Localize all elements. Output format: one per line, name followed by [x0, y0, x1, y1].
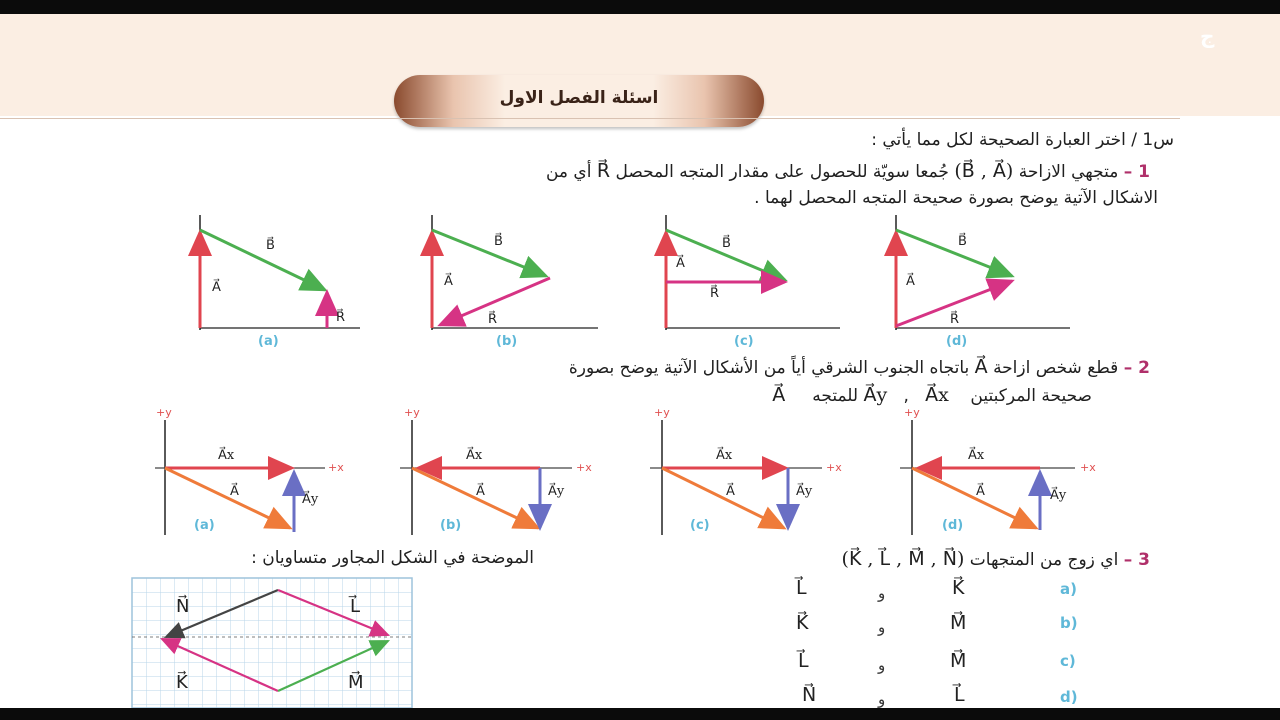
q2d-vector-A	[912, 468, 1036, 528]
q2a-vector-A	[165, 468, 290, 528]
q2-symbol-Ax: A⃗x	[925, 384, 949, 406]
q3-option-a-first: K⃗	[952, 577, 965, 599]
q2c-label-Ax: A⃗x	[716, 448, 733, 463]
q1a-caption: (a)	[258, 334, 279, 349]
q2a-plus-x: +x	[328, 461, 344, 474]
q2a-label-Ay: A⃗y	[302, 492, 319, 507]
q2-symbol-A: A⃗	[772, 384, 786, 406]
q1c-label-R: R⃗	[710, 286, 720, 301]
q2-line2-b: للمتجه	[812, 386, 859, 406]
q2c-vector-A	[662, 468, 784, 528]
q2b-vector-A	[412, 468, 538, 528]
q2-item-number: 2 –	[1123, 358, 1150, 378]
q2b-label-A: A⃗	[476, 484, 485, 499]
q1-fig-d	[896, 215, 1070, 330]
q2-comma: ,	[903, 386, 909, 406]
q1b-caption: (b)	[496, 334, 518, 349]
q2b-label-Ay: A⃗y	[548, 484, 565, 499]
q2-fig-b	[400, 420, 572, 535]
q2c-label-A: A⃗	[726, 484, 735, 499]
q2c-label-Ay: A⃗y	[796, 484, 813, 499]
q1-line1-a: متجهي الازاحة	[1018, 162, 1119, 182]
q1a-label-A: A⃗	[212, 280, 221, 295]
q1c-label-B: B⃗	[722, 236, 731, 251]
q3-label-N: N⃗	[176, 596, 190, 617]
q2-line1-b: باتجاه الجنوب الشرقي أياً من الأشكال الآتية يوضح بصورة	[568, 358, 970, 378]
q3-option-c-and: و	[878, 656, 886, 674]
q2-line1	[569, 356, 1150, 378]
q1-prompt: س1 / اختر العبارة الصحيحة لكل مما يأتي :	[871, 130, 1174, 150]
q1d-label-B: B⃗	[958, 234, 967, 249]
q3-line-b: الموضحة في الشكل المجاور متساويان :	[251, 548, 534, 568]
q2d-plus-y: +y	[904, 406, 920, 419]
q1c-caption: (c)	[734, 334, 754, 349]
q2-fig-a	[155, 420, 325, 535]
bottom-black-bar	[0, 708, 1280, 720]
q2a-plus-y: +y	[156, 406, 172, 419]
q1d-vector-B	[896, 230, 1012, 276]
q2d-label-Ax: A⃗x	[968, 448, 985, 463]
q3-option-c-letter: c)	[1060, 652, 1076, 670]
q3-line-a: اي زوج من المتجهات	[969, 550, 1119, 570]
q2d-label-Ay: A⃗y	[1050, 488, 1067, 503]
q2a-label-A: A⃗	[230, 484, 239, 499]
q2-fig-c	[650, 420, 822, 535]
q3-option-b-second: K⃗	[796, 612, 809, 634]
q2b-caption: (b)	[440, 518, 462, 533]
q2-line2-a: صحيحة المركبتين	[970, 386, 1092, 406]
q1b-label-R: R⃗	[488, 312, 498, 327]
q2c-plus-y: +y	[654, 406, 670, 419]
q3-label-M: M⃗	[348, 672, 364, 693]
q2d-plus-x: +x	[1080, 461, 1096, 474]
q2b-label-Ax: A⃗x	[466, 448, 483, 463]
q2a-caption: (a)	[194, 518, 215, 533]
q3-vector-set: (K⃗ , L⃗ , M⃗ , N⃗)	[841, 548, 965, 570]
q2a-label-Ax: A⃗x	[218, 448, 235, 463]
q2-line1-a: قطع شخص ازاحة	[993, 358, 1119, 378]
q2b-plus-x: +x	[576, 461, 592, 474]
q1-resultant-symbol: R⃗	[596, 160, 611, 182]
q1b-label-A: A⃗	[444, 274, 453, 289]
q1-item-number: 1 –	[1123, 162, 1150, 182]
q3-option-a-and: و	[878, 584, 886, 602]
q1-line1-b: جُمعا سويّة للحصول على مقدار المتجه المحصل	[615, 162, 949, 182]
q3-option-b-first: M⃗	[950, 612, 967, 634]
q3-option-b-and: و	[878, 618, 886, 636]
q1-fig-c	[666, 215, 840, 330]
q3-option-d-first: L⃗	[954, 684, 965, 706]
q1-line1-c: أي من	[545, 162, 592, 182]
q1c-label-A: A⃗	[676, 256, 685, 271]
q2c-caption: (c)	[690, 518, 710, 533]
q3-option-d-and: و	[878, 690, 886, 708]
q2d-label-A: A⃗	[976, 484, 985, 499]
q2-line2	[772, 384, 1092, 406]
q2c-plus-x: +x	[826, 461, 842, 474]
corner-logo: ج	[1200, 24, 1215, 48]
q3-label-K: K⃗	[176, 672, 188, 693]
q1d-label-A: A⃗	[906, 274, 915, 289]
chapter-title: اسئلة الفصل الاول	[499, 88, 659, 108]
q2-vector-A: A⃗	[974, 356, 988, 378]
q3-option-d-second: N⃗	[802, 684, 817, 706]
q3-grid-figure	[132, 578, 412, 708]
q3-option-c-second: L⃗	[798, 650, 809, 672]
q1-fig-b	[432, 215, 598, 330]
q2-fig-d	[900, 420, 1075, 535]
q3-option-d-letter: d)	[1060, 688, 1078, 706]
q3-line	[842, 548, 1150, 570]
q3-option-b-letter: b)	[1060, 614, 1078, 632]
q1d-caption: (d)	[946, 334, 968, 349]
q2d-caption: (d)	[942, 518, 964, 533]
q3-option-c-first: M⃗	[950, 650, 967, 672]
q3-option-a-second: L⃗	[796, 577, 807, 599]
q3-item-number: 3 –	[1123, 550, 1150, 570]
q1b-vector-B	[432, 230, 546, 276]
q1a-label-B: B⃗	[266, 238, 275, 253]
q3-option-a-letter: a)	[1060, 580, 1077, 598]
q3-label-L: L⃗	[350, 596, 361, 617]
q1-vector-pair: (B⃗ , A⃗)	[954, 160, 1014, 182]
q1a-label-R: R⃗	[336, 310, 346, 325]
q2-symbol-Ay: A⃗y	[863, 384, 888, 406]
q1d-label-R: R⃗	[950, 312, 960, 327]
q1b-label-B: B⃗	[494, 234, 503, 249]
q2b-plus-y: +y	[404, 406, 420, 419]
q1-line2: الاشكال الآتية يوضح بصورة صحيحة المتجه المحصل لهما .	[754, 188, 1158, 208]
